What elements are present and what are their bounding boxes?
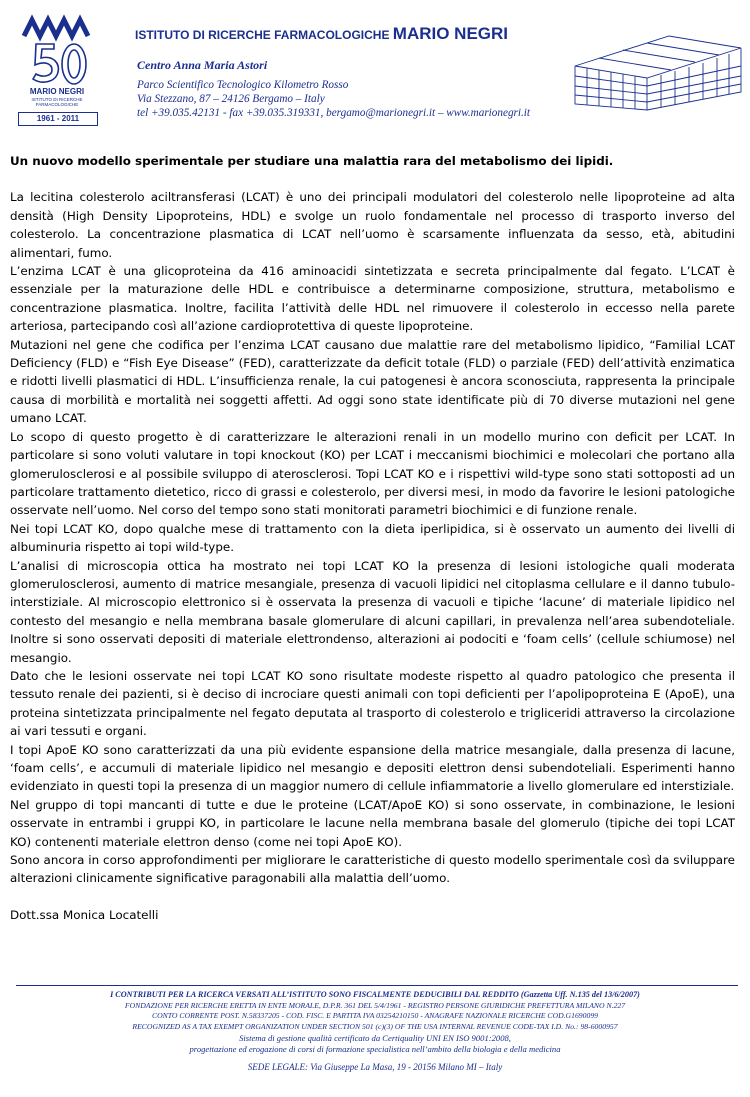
footer-account-line: CONTO CORRENTE POST. N.58337205 - COD. FISC. E PARTITA IVA 03254210150 - ANAGRAFE NAZIONALE RICERCHE COD.G1690099: [151, 1011, 599, 1020]
paragraph: L’analisi di microscopia ottica ha mostrato nei topi LCAT KO la presenza di lesioni istologiche quali moderata glomerulosclerosi, aumento di matrice mesangiale, presenza di vacuoli lipidici nel citoplasma cellulare e il danno tubulo-interstiziale. Al microscopio elettronico si è osservata la presenza di vacuoli e tipiche ‘lacune’ di materiale lipidico nel contesto del mesangio e nella membrana basale glomerulare di alcuni capillari, in prevalenza nell’area subendoteliale. Inoltre si sono osservati depositi di materiale elettrondenso, alterazioni ai podociti e ‘foam cells’ (cellule schiumose) nel mesangio.: [10, 558, 735, 665]
document-body: [10, 152, 735, 924]
footer-tax-deductible-line: I CONTRIBUTI PER LA RICERCA VERSATI ALL’ISTITUTO SONO FISCALMENTE DEDUCIBILI DAL REDDITO (Gazzetta Uff. N.135 del 13/6/2007): [110, 990, 640, 999]
footer-tax-exempt-line: RECOGNIZED AS A TAX EXEMPT ORGANIZATION UNDER SECTION 501 (c)(3) OF THE USA INTERNAL REVENUE CODE-TAX I.D. No.: 98-6000957: [132, 1022, 618, 1031]
logo-brand-text: MARIO NEGRI: [29, 87, 85, 96]
footer-legal-address-line: SEDE LEGALE: Via Giuseppe La Masa, 19 - 20156 Milano MI – Italy: [247, 1062, 503, 1072]
paragraph: Nel gruppo di topi mancanti di tutte e due le proteine (LCAT/ApoE KO) si sono osservate, in combinazione, le lesioni osservate in entrambi i gruppi KO, in particolare le lacune nella membrana basale del glomerulo (tipiche dei topi LCAT KO) contenenti materiale elettron denso (come nei topi ApoE KO).: [10, 797, 735, 849]
address-line: Parco Scientifico Tecnologico Kilometro Rosso: [137, 79, 349, 91]
paragraph: Mutazioni nel gene che codifica per l’enzima LCAT causano due malattie rare del metabolismo lipidico, “Familial LCAT Deficiency (FLD) e “Fish Eye Disease” (FED), caratterizzate da deficit totale (FLD) o parziale (FED) dell’attività enzimatica e ridotti livelli plasmatici di HDL. L’insufficienza renale, la cui patogenesi è ancora sconosciuta, rappresenta la principale causa di morbilità e mortalità nei soggetti affetti. Ad oggi sono state identificate più di 70 diverse mutazioni nel gene umano LCAT.: [10, 337, 735, 426]
footer-training-line: progettazione ed erogazione di corsi di formazione specialistica nell’ambito della biologia e della medicina: [189, 1044, 561, 1054]
document-title: Un nuovo modello sperimentale per studiare una malattia rara del metabolismo dei lipidi.: [10, 154, 614, 168]
footer-divider: [16, 985, 738, 986]
logo-years-text: 1961 - 2011: [18, 112, 98, 126]
address-block: [137, 78, 587, 120]
mario-negri-50-logo-icon: [14, 14, 100, 126]
address-line: Via Stezzano, 87 – 24126 Bergamo – Italy: [137, 93, 325, 105]
footer-foundation-line: FONDAZIONE PER RICERCHE ERETTA IN ENTE MORALE, D.P.R. 361 DEL 5/4/1961 - REGISTRO PERSONE GIURIDICHE PREFETTURA MILANO N.227: [124, 1001, 626, 1010]
institute-title: [135, 24, 508, 44]
paragraph: La lecitina colesterolo aciltransferasi (LCAT) è uno dei principali modulatori del colesterolo nelle lipoproteine ad alta densità (High Density Lipoproteins, HDL) e svolge un ruolo fondamentale nel processo di trasporto inverso del colesterolo. La concentrazione plasmatica di LCAT nell’uomo è scarsamente influenzata da sesso, età, abitudini alimentari, fumo.: [10, 190, 735, 260]
paragraph: Lo scopo di questo progetto è di caratterizzare le alterazioni renali in un modello murino con deficit per LCAT. In particolare si sono voluti valutare in topi knockout (KO) per LCAT i meccanismi biochimici e molecolari che portano alla glomerulosclerosi e al possibile sviluppo di aterosclerosi. Topi LCAT KO e i rispettivi wild-type sono stati sottoposti ad un particolare trattamento dietetico, ricco di grassi e colesterolo, per diversi mesi, in modo da favorire le lesioni patologiche osservate nell’uomo. Nel corso del tempo sono stati monitorati parametri biochimici e di funzione renale.: [10, 429, 735, 518]
logo-subtitle-text: ISTITUTO DI RICERCHE FARMACOLOGICHE: [31, 97, 83, 107]
paragraph: L’enzima LCAT è una glicoproteina da 416 aminoacidi sintetizzata e secreta principalmente dal fegato. L’LCAT è essenziale per la maturazione delle HDL e contribuisce a determinarne composizione, struttura, metabolismo e concentrazione plasmatica. Inoltre, facilita l’attività delle HDL nel rimuovere il colesterolo in eccesso nella parete arteriosa, partecipando così all’azione cardioprotettiva di queste lipoproteine.: [10, 264, 735, 334]
paragraph: Sono ancora in corso approfondimenti per migliorare le caratteristiche di questo modello sperimentale così da sviluppare alterazioni clinicamente significative paragonabili alla malattia dell’uomo.: [10, 853, 735, 886]
signature: Dott.ssa Monica Locatelli: [10, 907, 159, 922]
institute-title-prefix: ISTITUTO DI RICERCHE FARMACOLOGICHE: [135, 28, 393, 42]
paragraph: I topi ApoE KO sono caratterizzati da una più evidente espansione della matrice mesangiale, dalla presenza di lacune, ‘foam cells’, e accumuli di materiale lipidico nel mesangio e depositi elettron densi subendoteliali. Esperimenti hanno evidenziato in questi topi la presenza di un maggior numero di cellule infiammatorie a livello glomerulare ed interstiziale.: [10, 742, 735, 794]
footer-quality-line: Sistema di gestione qualità certificato da Certiquality UNI EN ISO 9001:2008,: [239, 1033, 511, 1043]
centro-name: Centro Anna Maria Astori: [137, 58, 268, 72]
footer: [0, 989, 750, 1073]
logo-mark-icon: [14, 14, 100, 88]
contact-line: tel +39.035.42131 - fax +39.035.319331, bergamo@marionegri.it – www.marionegri.it: [137, 107, 531, 119]
institute-title-name: MARIO NEGRI: [392, 24, 509, 43]
building-illustration-icon: [573, 30, 743, 112]
paragraph: Dato che le lesioni osservate nei topi LCAT KO sono risultate modeste rispetto al quadro patologico che presenta il tessuto renale dei pazienti, si è deciso di incrociare questi animali con topi deficienti per l’apolipoproteina E (ApoE), una proteina sintetizzata principalmente nel fegato deputata al trasporto di colesterolo e trigliceridi attraverso la circolazione ai vari tessuti e organi.: [10, 668, 735, 739]
paragraph: Nei topi LCAT KO, dopo qualche mese di trattamento con la dieta iperlipidica, si è osservato un aumento dei livelli di albuminuria rispetto ai topi wild-type.: [10, 521, 735, 555]
